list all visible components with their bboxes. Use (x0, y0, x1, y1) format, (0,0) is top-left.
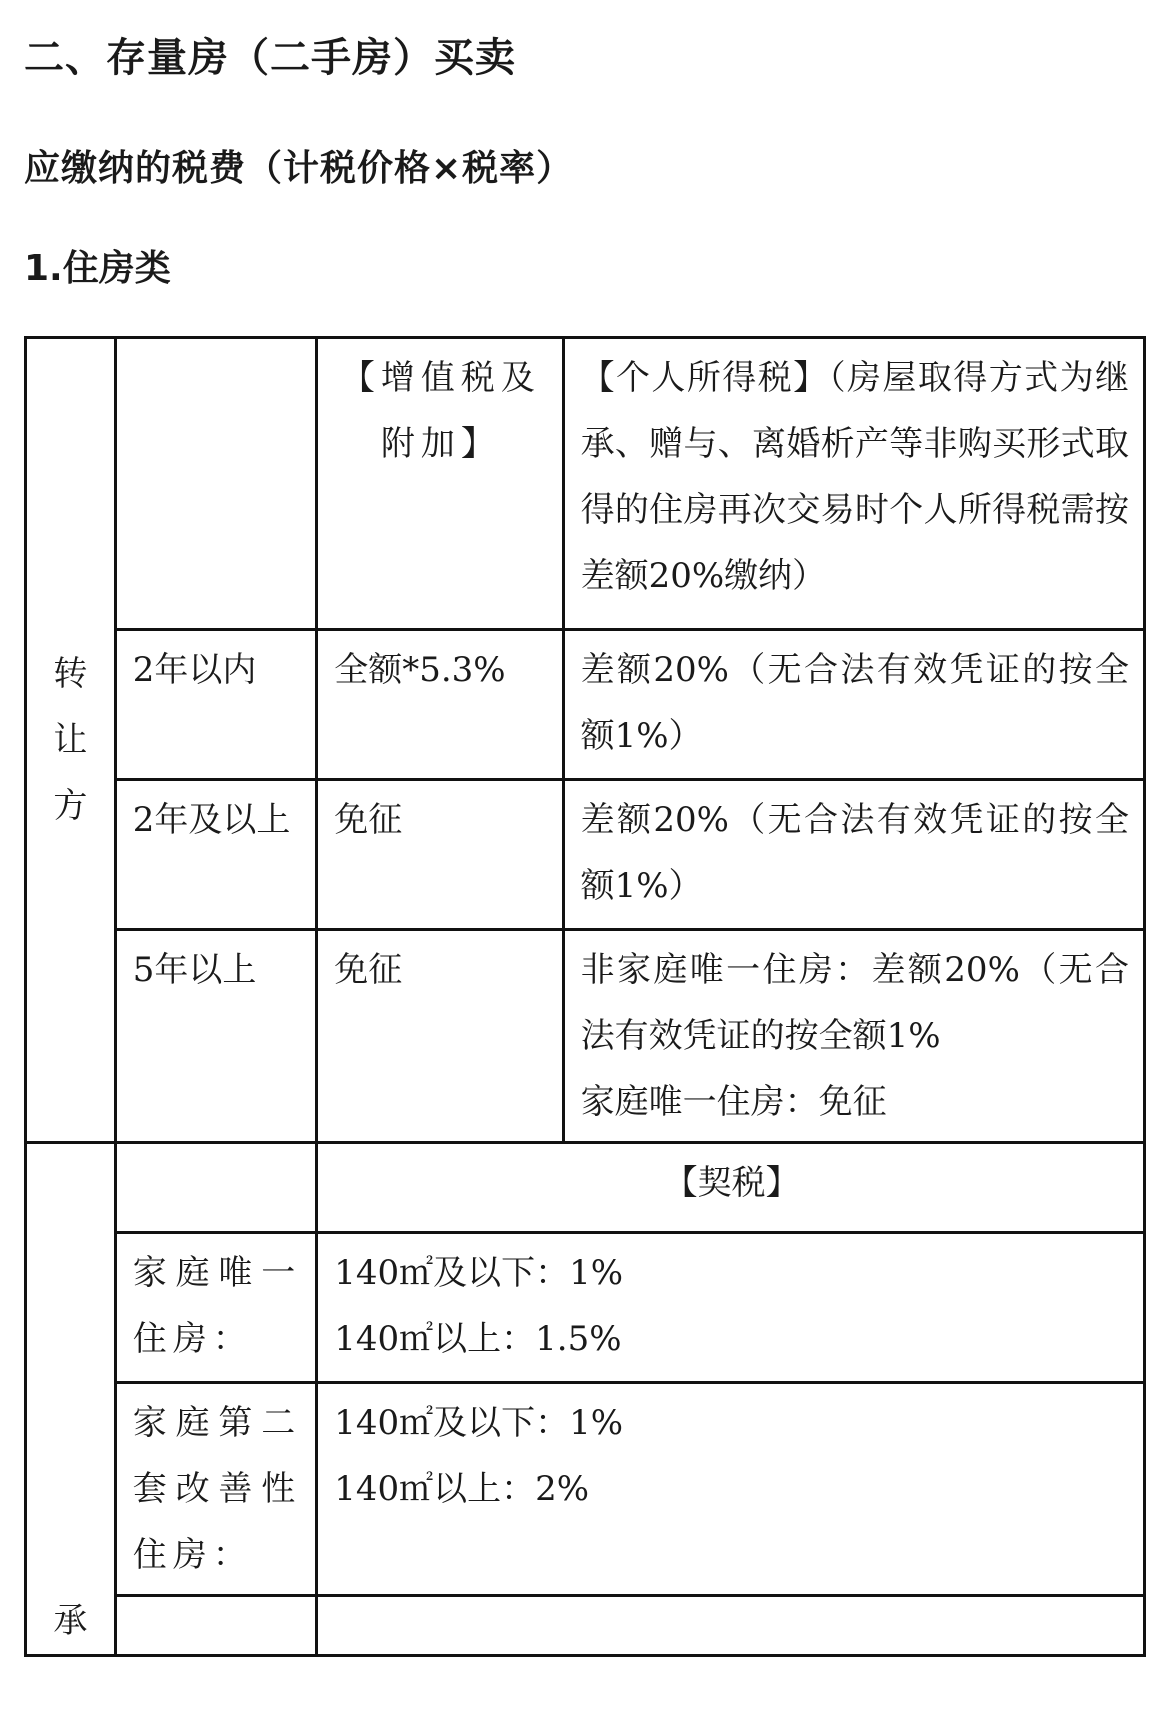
vat-value: 免征 (317, 930, 563, 1143)
housing-type: 家庭唯一住房： (115, 1233, 316, 1383)
deed-tax-header: 【契税】 (317, 1143, 1145, 1233)
iit-value (563, 630, 1144, 780)
holding-period: 5年以上 (115, 930, 316, 1143)
iit-value (563, 780, 1144, 930)
truncated-cell (115, 1596, 316, 1656)
subheading: 应缴纳的税费（计税价格×税率） (24, 148, 574, 189)
holding-period: 2年及以上 (115, 780, 316, 930)
rate-line: 140㎡以上：1.5% (334, 1319, 622, 1359)
buyer-header-row (26, 1143, 1145, 1233)
table-row (26, 1596, 1145, 1656)
iit-line: 差额20%（无合法有效凭证的按全额1%） (580, 800, 1129, 906)
empty-header-cell (115, 1143, 316, 1233)
deed-tax-rates (317, 1383, 1145, 1596)
iit-value (563, 930, 1144, 1143)
section-heading: 1.住房类 (24, 248, 171, 289)
transferor-label (26, 338, 116, 1143)
transferor-char: 转 (53, 654, 88, 694)
vat-value: 全额*5.3% (317, 630, 563, 780)
iit-line: 差额20%（无合法有效凭证的按全额1%） (580, 650, 1129, 756)
transferor-char: 让 (53, 720, 88, 760)
truncated-cell (317, 1596, 1145, 1656)
buyer-char: 承 (53, 1601, 88, 1641)
table-row (26, 780, 1145, 930)
empty-header-cell (115, 338, 316, 630)
seller-header-row (26, 338, 1145, 630)
rate-line: 140㎡及以下：1% (334, 1253, 624, 1293)
housing-type: 家庭第二套改善性住房： (115, 1383, 316, 1596)
deed-tax-rates (317, 1233, 1145, 1383)
table-row (26, 930, 1145, 1143)
iit-header: 【个人所得税】（房屋取得方式为继承、赠与、离婚析产等非购买形式取得的住房再次交易时个人所得税需按差额20%缴纳） (563, 338, 1144, 630)
transferor-char: 方 (53, 786, 88, 826)
buyer-label (26, 1143, 116, 1656)
vat-header: 【增值税及附加】 (317, 338, 563, 630)
vat-value: 免征 (317, 780, 563, 930)
table-row (26, 1233, 1145, 1383)
table-row (26, 630, 1145, 780)
rate-line: 140㎡以上：2% (334, 1469, 590, 1509)
holding-period: 2年以内 (115, 630, 316, 780)
table-row (26, 1383, 1145, 1596)
page-heading: 二、存量房（二手房）买卖 (24, 35, 516, 81)
iit-line: 非家庭唯一住房：差额20%（无合法有效凭证的按全额1% (580, 950, 1129, 1056)
iit-line: 家庭唯一住房：免征 (580, 1082, 887, 1122)
tax-table (24, 336, 1146, 1657)
rate-line: 140㎡及以下：1% (334, 1403, 624, 1443)
